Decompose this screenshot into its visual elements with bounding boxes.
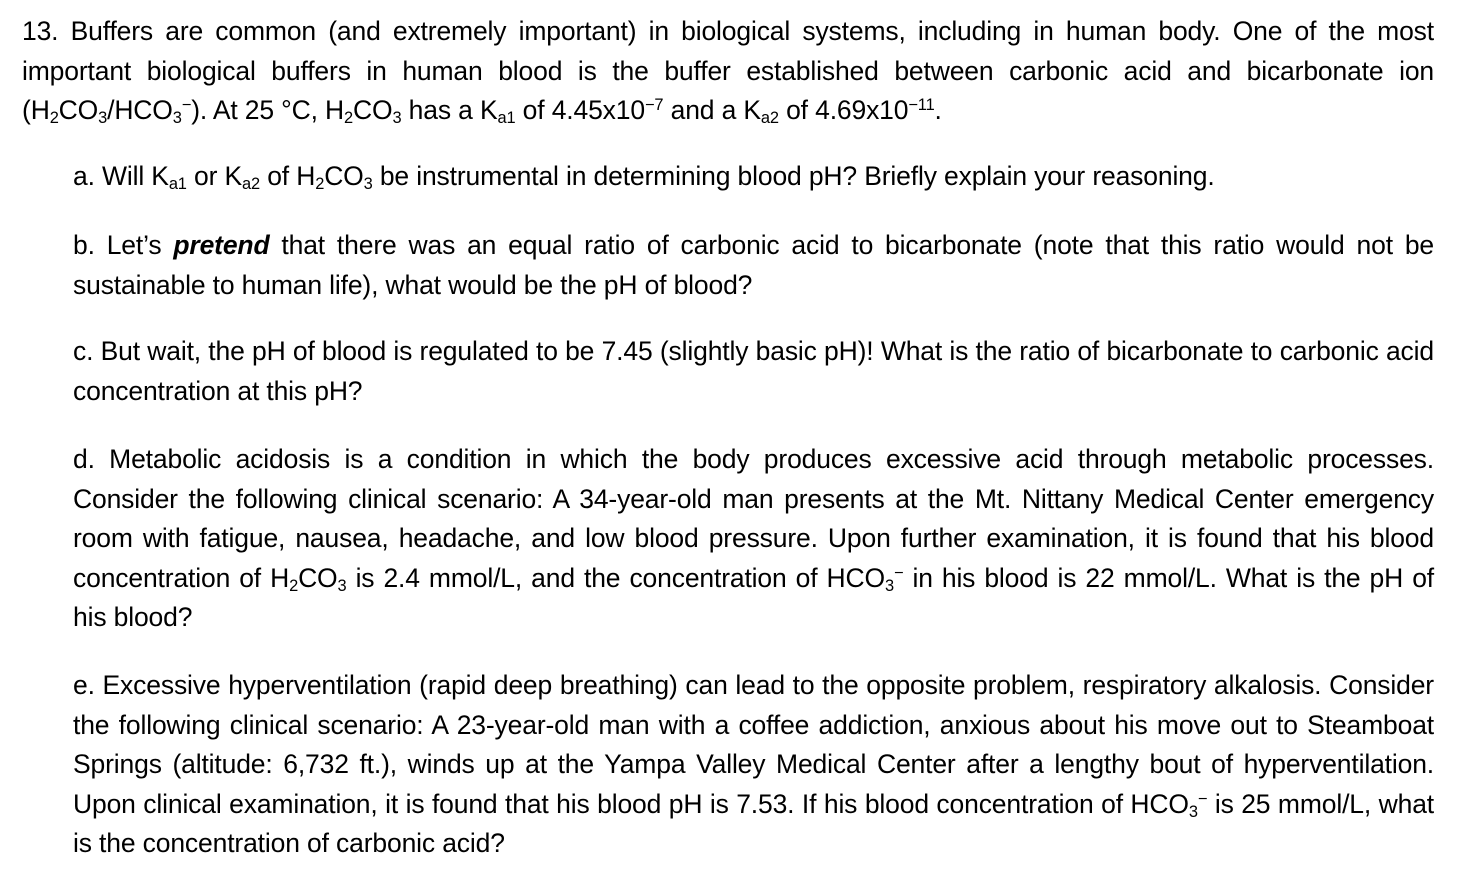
emphasis-pretend: pretend: [173, 230, 270, 260]
part-a-text: a. Will $K_{a1}$ or $K_{a2}$ of $H_2CO_3$ be instrumental in determining blood pH? Briefly explain your reasoning.: [73, 161, 1215, 194]
question-13-stem: 13. Buffers are common (and extremely important) in biological systems, including in human body. One of the most important biological buffers in human blood is the buffer established between carbonic acid and bicarbonate ion $(H_2CO_3/HCO_3^-)$. At 25 °C, $H_2CO_3$ has a $K_{a1}$ of $4.45x10^{-7}$ and a $K_{a2}$ of $4.69x10^{-11}$.: [22, 16, 1434, 128]
part-c-text: c. But wait, the pH of blood is regulated to be 7.45 (slightly basic pH)! What is the ratio of bicarbonate to carbonic acid concentration at this pH?: [73, 336, 1434, 406]
part-d-text: d. Metabolic acidosis is a condition in which the body produces excessive acid through metabolic processes. Consider the following clinical scenario: A 34-year-old man presents at the Mt. Nittany Medical Center emergency room with fatigue, nausea, headache, and low blood pressure. Upon further examination, it is found that his blood concentration of $H_2CO_3$ is 2.4 mmol/L, and the concentration of $HCO_3^-$ in his blood is 22 mmol/L. What is the pH of his blood?: [73, 444, 1434, 632]
part-e-text: e. Excessive hyperventilation (rapid deep breathing) can lead to the opposite problem, respiratory alkalosis. Consider the following clinical scenario: A 23-year-old man with a coffee addiction, anxious about his move out to Steamboat Springs (altitude: 6,732 ft.), winds up at the Yampa Valley Medical Center after a lengthy bout of hyperventilation. Upon clinical examination, it is found that his blood pH is 7.53. If his blood concentration of $HCO_3^-$ is 25 mmol/L, what is the concentration of carbonic acid?: [73, 670, 1434, 858]
question-number: 13.: [22, 16, 59, 46]
part-b-text: b. Let’s pretend that there was an equal ratio of carbonic acid to bicarbonate (note that this ratio would not be sustainable to human life), what would be the pH of blood?: [73, 230, 1434, 300]
